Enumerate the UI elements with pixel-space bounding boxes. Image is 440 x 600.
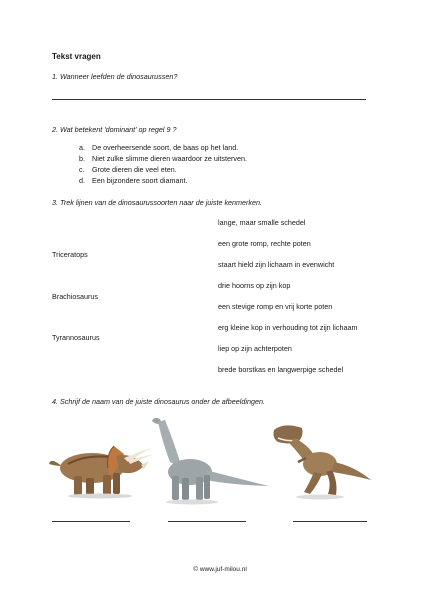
option-c-letter: c. xyxy=(79,165,85,174)
feature-4: drie hoorns op zijn kop xyxy=(218,281,291,290)
option-a-letter: a. xyxy=(79,143,85,152)
option-c-text: Grote dieren die veel eten. xyxy=(92,165,177,174)
question-1: 1. Wanneer leefden de dinosaurussen? xyxy=(52,72,178,81)
answer-line-tyrannosaurus[interactable] xyxy=(293,521,367,522)
question-4: 4. Schrijf de naam van de juiste dinosaurus onder de afbeeldingen. xyxy=(52,397,265,406)
feature-7: liep op zijn achterpoten xyxy=(218,344,292,353)
option-b-text: Niet zulke slimme dieren waardoor ze uitsterven. xyxy=(92,154,247,163)
option-d xyxy=(79,176,188,185)
dino-name-tyrannosaurus: Tyrannosaurus xyxy=(52,333,100,342)
feature-1: lange, maar smalle schedel xyxy=(218,218,306,227)
answer-line-triceratops[interactable] xyxy=(52,521,130,522)
option-b-letter: b. xyxy=(79,154,85,163)
option-b xyxy=(79,154,247,163)
feature-3: staart hield zijn lichaam in evenwicht xyxy=(218,260,335,269)
feature-8: brede borstkas en langwerpige schedel xyxy=(218,365,344,374)
option-d-letter: d. xyxy=(79,176,85,185)
tyrannosaurus-image xyxy=(268,420,372,502)
footer-copyright: © www.juf-milou.nl xyxy=(193,566,247,573)
feature-2: een grote romp, rechte poten xyxy=(218,239,311,248)
answer-line-1[interactable] xyxy=(52,99,366,100)
dino-name-triceratops: Triceratops xyxy=(52,250,88,259)
feature-6: erg kleine kop in verhouding tot zijn lichaam xyxy=(218,323,358,332)
brachiosaurus-image xyxy=(148,414,270,506)
feature-5: een stevige romp en vrij korte poten xyxy=(218,302,333,311)
triceratops-image xyxy=(48,428,158,500)
question-2: 2. Wat betekent 'dominant' op regel 9 ? xyxy=(52,125,177,134)
question-3: 3. Trek lijnen van de dinosaurussoorten naar de juiste kenmerken. xyxy=(52,198,263,207)
option-c xyxy=(79,165,177,174)
option-d-text: Een bijzondere soort diamant. xyxy=(92,176,188,185)
worksheet-title: Tekst vragen xyxy=(52,52,101,61)
answer-line-brachiosaurus[interactable] xyxy=(168,521,246,522)
option-a xyxy=(79,143,238,152)
dino-name-brachiosaurus: Brachiosaurus xyxy=(52,292,98,301)
option-a-text: De overheersende soort, de baas op het land. xyxy=(92,143,239,152)
